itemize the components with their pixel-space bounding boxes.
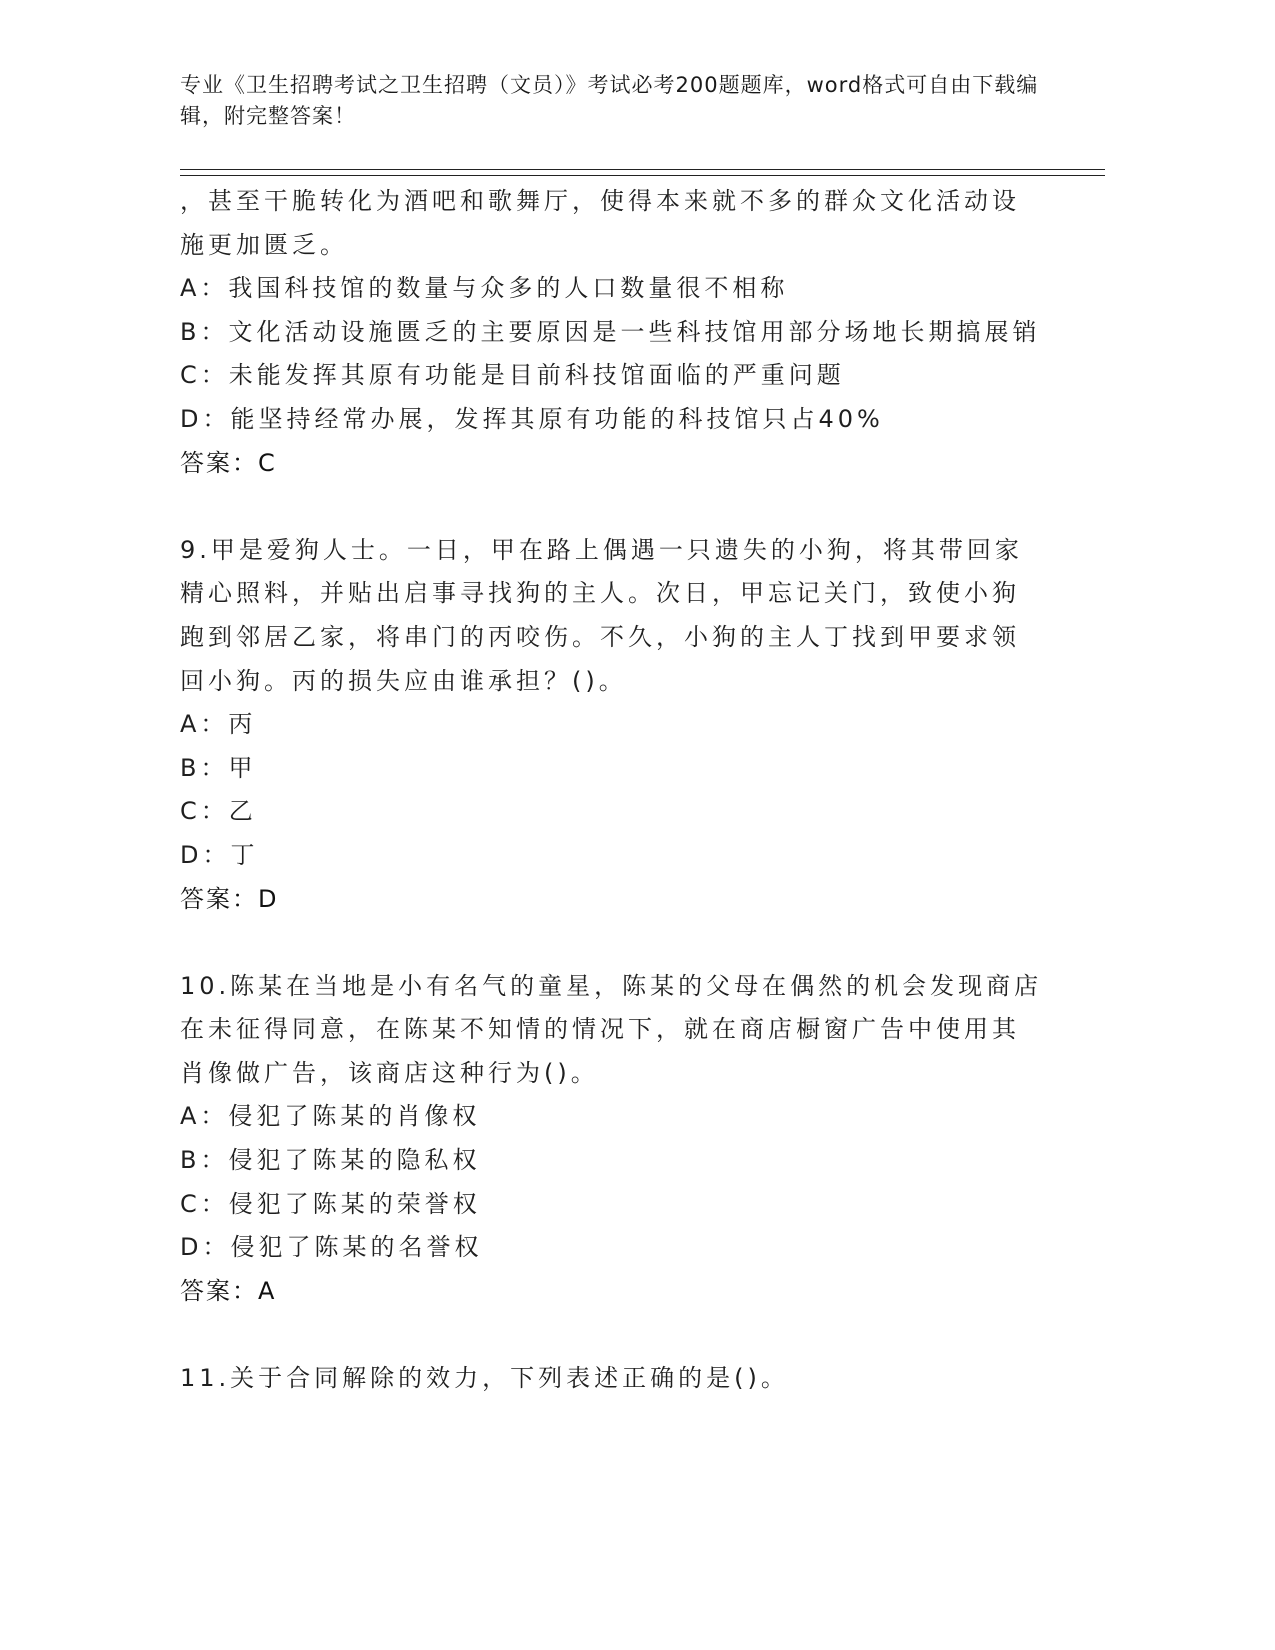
question-stem-line: 在未征得同意，在陈某不知情的情况下，就在商店橱窗广告中使用其: [180, 1015, 1020, 1044]
option-a: A：侵犯了陈某的肖像权: [180, 1102, 481, 1131]
option-c: C：乙: [180, 797, 257, 826]
document-body: [180, 180, 1060, 1401]
header-rule-bottom: [180, 175, 1105, 176]
question-stem-line: 9.甲是爱狗人士。一日，甲在路上偶遇一只遗失的小狗，将其带回家: [180, 535, 1023, 564]
header-rule-top: [180, 169, 1105, 170]
option-b: B：侵犯了陈某的隐私权: [180, 1146, 481, 1175]
option-d: D：侵犯了陈某的名誉权: [180, 1233, 483, 1262]
question-11: [180, 1357, 1060, 1401]
option-d: D：丁: [180, 840, 259, 869]
question-stem-line: 10.陈某在当地是小有名气的童星，陈某的父母在偶然的机会发现商店: [180, 971, 1043, 1000]
answer-line: 答案：A: [180, 1276, 277, 1305]
option-a: A：我国科技馆的数量与众多的人口数量很不相称: [180, 274, 789, 303]
option-b: B：甲: [180, 753, 257, 782]
question-9: [180, 529, 1060, 921]
question-stem-line: 跑到邻居乙家，将串门的丙咬伤。不久，小狗的主人丁找到甲要求领: [180, 622, 1020, 651]
question-stem-line: 11.关于合同解除的效力，下列表述正确的是()。: [180, 1364, 789, 1393]
question-stem-line: ，甚至干脆转化为酒吧和歌舞厅，使得本来就不多的群众文化活动设: [180, 187, 1020, 215]
question-stem-line: 精心照料，并贴出启事寻找狗的主人。次日，甲忘记关门，致使小狗: [180, 579, 1020, 608]
question-stem-line: 回小狗。丙的损失应由谁承担？()。: [180, 666, 627, 695]
option-b: B：文化活动设施匮乏的主要原因是一些科技馆用部分场地长期搞展销: [180, 317, 1041, 346]
option-d: D：能坚持经常办展，发挥其原有功能的科技馆只占40%: [180, 404, 884, 433]
question-10: [180, 965, 1060, 1314]
document-header: 专业《卫生招聘考试之卫生招聘（文员）》考试必考200题题库，word格式可自由下载编辑，附完整答案！: [180, 73, 1039, 128]
question-8-continuation: [180, 180, 1060, 485]
answer-line: 答案：D: [180, 884, 279, 913]
option-a: A：丙: [180, 710, 257, 739]
question-stem-line: 施更加匮乏。: [180, 230, 348, 259]
option-c: C：侵犯了陈某的荣誉权: [180, 1189, 481, 1218]
question-stem-line: 肖像做广告，该商店这种行为()。: [180, 1058, 599, 1087]
answer-line: 答案：C: [180, 448, 277, 477]
option-c: C：未能发挥其原有功能是目前科技馆面临的严重问题: [180, 361, 845, 390]
